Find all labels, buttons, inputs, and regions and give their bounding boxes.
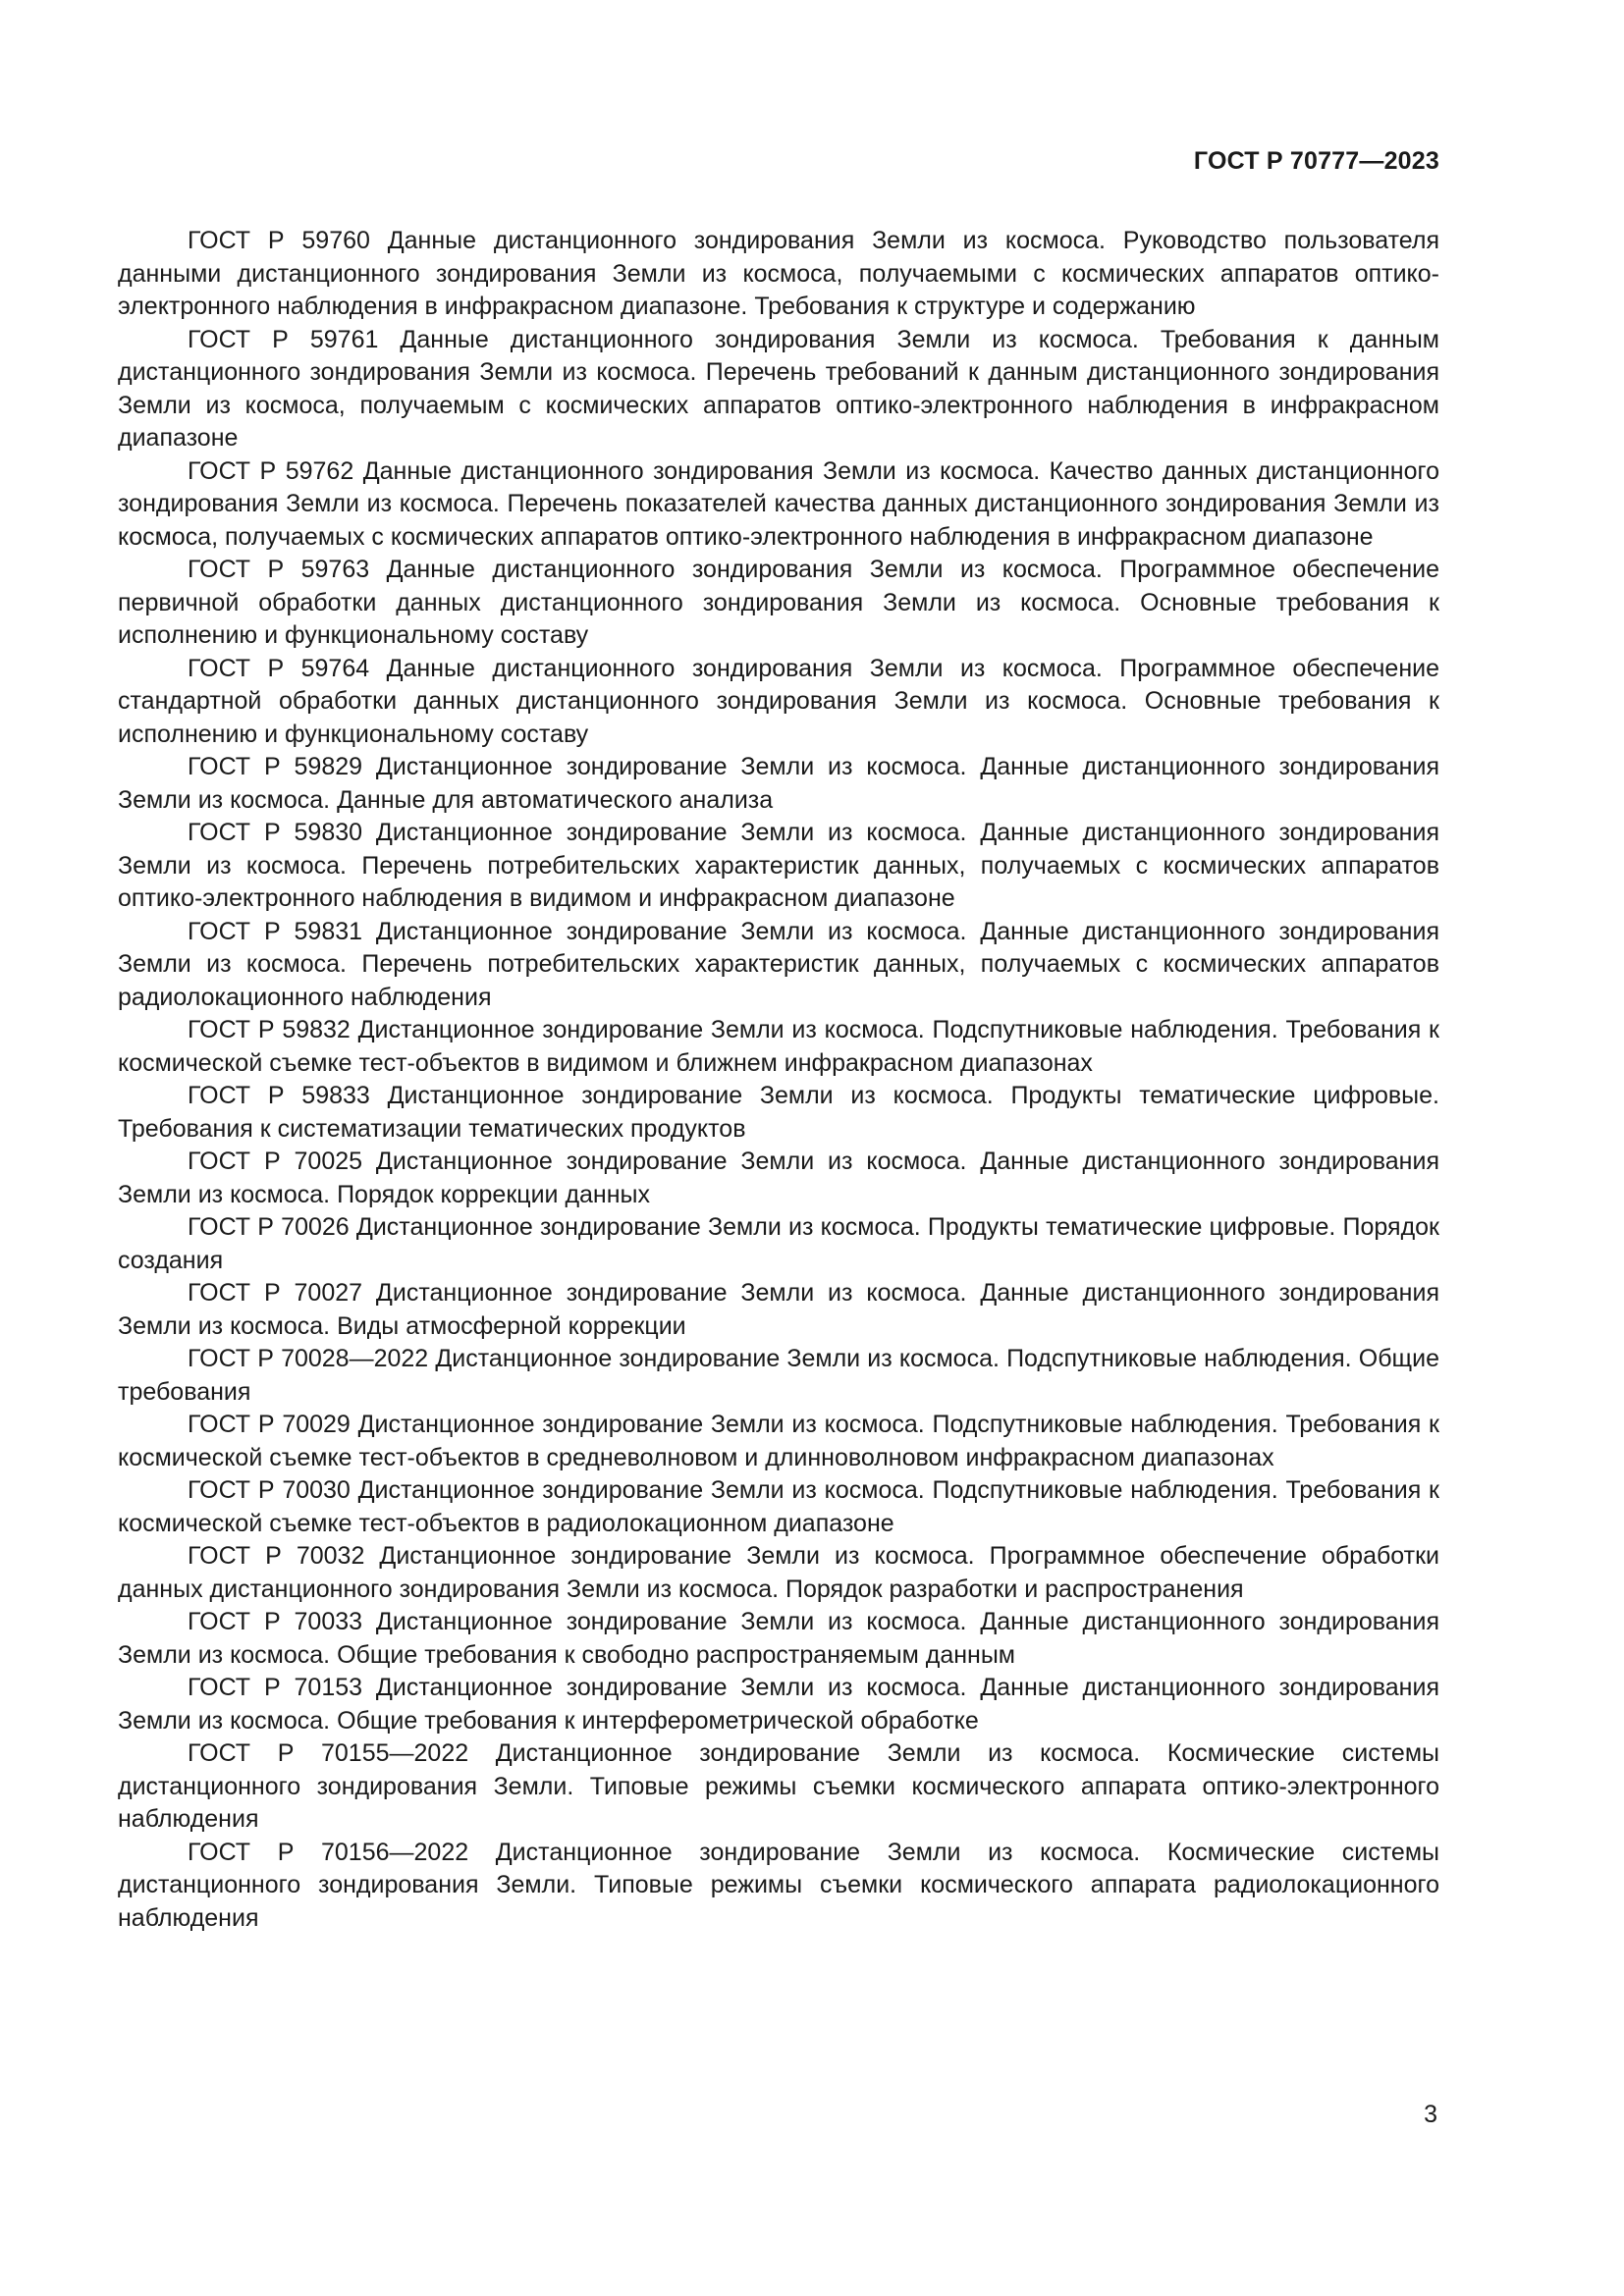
reference-entry: ГОСТ Р 59760 Данные дистанционного зондирования Земли из космоса. Руководство пользователя данными дистанционного зондирования Земли из космоса, получаемыми с космических аппаратов оптико-электронного наблюдения в инфракрасном диапазоне. Требования к структуре и содержанию <box>118 227 1439 320</box>
reference-entry: ГОСТ Р 59829 Дистанционное зондирование Земли из космоса. Данные дистанционного зондирования Земли из космоса. Данные для автоматического анализа <box>118 753 1439 814</box>
reference-entry: ГОСТ Р 70028—2022 Дистанционное зондирование Земли из космоса. Подспутниковые наблюдения. Общие требования <box>118 1345 1439 1406</box>
reference-entry: ГОСТ Р 59830 Дистанционное зондирование Земли из космоса. Данные дистанционного зондирования Земли из космоса. Перечень потребительских характеристик данных, получаемых с космических аппаратов оптико-электронного наблюдения в видимом и инфракрасном диапазоне <box>118 819 1439 912</box>
reference-entry: ГОСТ Р 70030 Дистанционное зондирование Земли из космоса. Подспутниковые наблюдения. Требования к космической съемке тест-объектов в радиолокационном диапазоне <box>118 1476 1439 1537</box>
reference-entry: ГОСТ Р 70155—2022 Дистанционное зондирование Земли из космоса. Космические системы дистанционного зондирования Земли. Типовые режимы съемки космического аппарата оптико-электронного наблюдения <box>118 1739 1439 1833</box>
reference-entry: ГОСТ Р 70025 Дистанционное зондирование Земли из космоса. Данные дистанционного зондирования Земли из космоса. Порядок коррекции данных <box>118 1148 1439 1208</box>
reference-entry: ГОСТ Р 59832 Дистанционное зондирование Земли из космоса. Подспутниковые наблюдения. Требования к космической съемке тест-объектов в видимом и ближнем инфракрасном диапазонах <box>118 1016 1439 1077</box>
reference-entry: ГОСТ Р 70032 Дистанционное зондирование Земли из космоса. Программное обеспечение обработки данных дистанционного зондирования Земли из космоса. Порядок разработки и распространения <box>118 1542 1439 1603</box>
reference-entry: ГОСТ Р 70156—2022 Дистанционное зондирование Земли из космоса. Космические системы дистанционного зондирования Земли. Типовые режимы съемки космического аппарата радиолокационного наблюдения <box>118 1838 1439 1932</box>
document-header: ГОСТ Р 70777—2023 <box>1193 147 1439 175</box>
reference-entry: ГОСТ Р 59763 Данные дистанционного зондирования Земли из космоса. Программное обеспечение первичной обработки данных дистанционного зондирования Земли из космоса. Основные требования к исполнению и функциональному составу <box>118 556 1439 649</box>
reference-entry: ГОСТ Р 70153 Дистанционное зондирование Земли из космоса. Данные дистанционного зондирования Земли из космоса. Общие требования к интерферометрической обработке <box>118 1674 1439 1735</box>
reference-entry: ГОСТ Р 59761 Данные дистанционного зондирования Земли из космоса. Требования к данным дистанционного зондирования Земли из космоса. Перечень требований к данным дистанционного зондирования Земли из космоса, получаемым с космических аппаратов оптико-электронного наблюдения в инфракрасном диапазоне <box>118 325 1439 452</box>
reference-entry: ГОСТ Р 70026 Дистанционное зондирование Земли из космоса. Продукты тематические цифровые. Порядок создания <box>118 1213 1439 1274</box>
references-list <box>118 225 1439 1935</box>
reference-entry: ГОСТ Р 70027 Дистанционное зондирование Земли из космоса. Данные дистанционного зондирования Земли из космоса. Виды атмосферной коррекции <box>118 1279 1439 1340</box>
reference-entry: ГОСТ Р 59831 Дистанционное зондирование Земли из космоса. Данные дистанционного зондирования Земли из космоса. Перечень потребительских характеристик данных, получаемых с космических аппаратов радиолокационного наблюдения <box>118 917 1439 1011</box>
reference-entry: ГОСТ Р 70033 Дистанционное зондирование Земли из космоса. Данные дистанционного зондирования Земли из космоса. Общие требования к свободно распространяемым данным <box>118 1608 1439 1669</box>
reference-entry: ГОСТ Р 59762 Данные дистанционного зондирования Земли из космоса. Качество данных дистанционного зондирования Земли из космоса. Перечень показателей качества данных дистанционного зондирования Земли из космоса, получаемых с космических аппаратов оптико-электронного наблюдения в инфракрасном диапазоне <box>118 456 1439 551</box>
reference-entry: ГОСТ Р 59833 Дистанционное зондирование Земли из космоса. Продукты тематические цифровые. Требования к систематизации тематических продуктов <box>118 1082 1439 1143</box>
reference-entry: ГОСТ Р 70029 Дистанционное зондирование Земли из космоса. Подспутниковые наблюдения. Требования к космической съемке тест-объектов в средневолновом и длинноволновом инфракрасном диапазонах <box>118 1411 1439 1471</box>
page-number: 3 <box>1424 2101 1437 2128</box>
reference-entry: ГОСТ Р 59764 Данные дистанционного зондирования Земли из космоса. Программное обеспечение стандартной обработки данных дистанционного зондирования Земли из космоса. Основные требования к исполнению и функциональному составу <box>118 654 1439 748</box>
